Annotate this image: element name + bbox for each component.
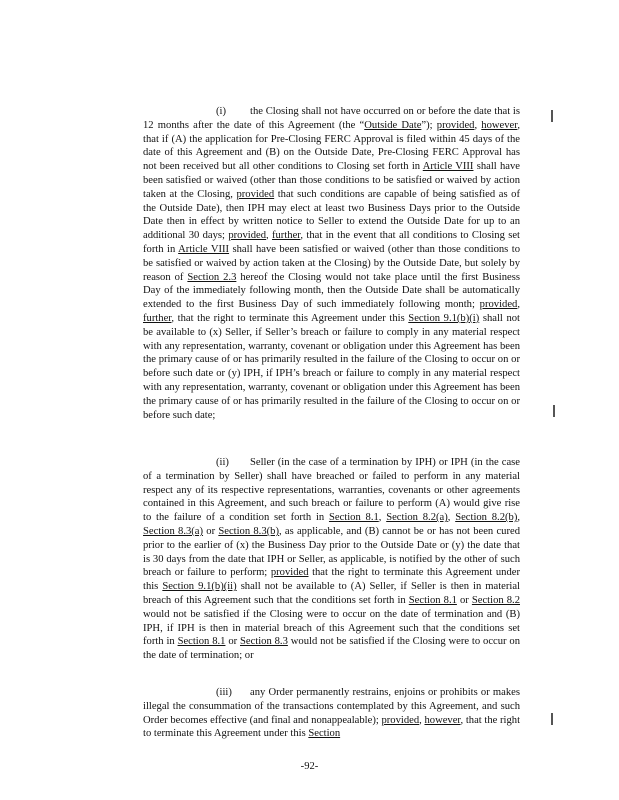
margin-mark	[553, 405, 555, 417]
cross-reference: Section 2.3	[187, 271, 237, 283]
text-run: shall have been satisfied or waived (other than those conditions to be satisfied or waived by action taken at the Closing) by the Outside Date, but solely by reason of	[143, 243, 520, 283]
paragraph-i	[143, 105, 520, 422]
text-run: hereof the Closing would not take place until the first Business Day of the immediately following month, then the Outside Date shall be automatically extended to the first Business Day of such immediately following month;	[143, 271, 520, 311]
cross-reference: Section 8.1	[328, 512, 379, 524]
emphasis-term: provided	[436, 119, 475, 131]
cross-reference: Section 8.3(a)	[143, 525, 204, 537]
cross-reference: Section 8.1	[408, 594, 457, 606]
text-run: shall have been satisfied or waived (other than those conditions to be satisfied or waived by action taken at the Closing,	[143, 161, 520, 200]
clause-label: (i)	[216, 106, 226, 117]
cross-reference: Section 9.1(b)(ii)	[162, 581, 237, 593]
paragraph-iii	[143, 686, 520, 741]
paragraph-ii	[143, 456, 520, 663]
margin-mark	[551, 713, 553, 725]
text-run: the Closing shall not have occurred on or before the date that is 12 months after the date of this Agreement (the “	[143, 106, 520, 131]
text-run: , as applicable, and (B) cannot be or has not been cured prior to the earlier of (x) the Business Day prior to the Outside Date or (y) the date that is 30 days from the date that IPH or Seller, as applicable, is notified by the other of such breach or failure to perform;	[143, 525, 520, 579]
cross-reference: Section 8.3	[240, 636, 288, 648]
cross-reference: Article VIII	[178, 243, 230, 255]
emphasis-term: further	[143, 312, 172, 324]
emphasis-term: provided	[228, 230, 266, 242]
cross-reference: Section 8.2	[471, 594, 520, 606]
text-run: ,	[474, 119, 482, 131]
text-run: , that in the event that all conditions to Closing set forth in	[143, 230, 520, 255]
cross-reference: Section 9.1(b)(i)	[408, 312, 480, 324]
text-run: or	[456, 594, 472, 606]
cross-reference: Section 8.2(b)	[455, 512, 518, 524]
text-run: shall not be available to (x) Seller, if Seller’s breach or failure to comply in any material respect with any representation, warranty, covenant or obligation under this Agreement has been the primary cause of or has primarily resulted in the failure of the Closing to occur on or before such date or (y) IPH, if IPH’s breach or failure to comply in any material respect with any representation, warranty, covenant or obligation under this Agreement has been the primary cause of or has primarily resulted in the failure of the Closing to occur on or before such date;	[143, 312, 520, 421]
text-run: would not be satisfied if the Closing were to occur on the date of termination; or	[143, 636, 521, 662]
clause-label: (iii)	[216, 687, 232, 698]
emphasis-term: however	[424, 714, 461, 726]
emphasis-term: provided	[270, 567, 309, 579]
text-run: any Order permanently restrains, enjoins or prohibits or makes illegal the consummation of the transactions contemplated by this Agreement, and such Order becomes effective (and final and nonappealable);	[143, 687, 520, 726]
text-run: ,	[517, 512, 521, 524]
text-run: shall not be available to (A) Seller, if Seller is then in material breach of this Agreement such that the conditions set forth in	[143, 581, 520, 606]
emphasis-term: provided	[479, 299, 518, 311]
defined-term: Outside Date	[364, 119, 422, 131]
clause-label: (ii)	[216, 457, 229, 468]
text-run: ,	[266, 230, 272, 242]
text-run: ,	[447, 512, 456, 524]
cross-reference: Section 8.3(b)	[218, 525, 279, 537]
text-run: that such conditions are capable of being satisfied as of the Outside Date), then IPH may elect at least two Business Days prior to the Outside Date then in effect by written notice to Seller to extend the Outside Date for up to an additional 30 days;	[143, 188, 520, 242]
emphasis-term: further	[271, 230, 301, 242]
text-run: ,	[517, 299, 520, 311]
cross-reference: Section 8.2(a)	[386, 512, 448, 524]
text-run: Seller (in the case of a termination by IPH) or IPH (in the case of a termination by Seller) shall have breached or failed to perform in any material respect any of its respective representations, warranties, covenants or other agreements contained in this Agreement, and such breach or failure to perform (A) would give rise to the failure of a condition set forth in	[143, 457, 520, 524]
text-run: , that if (A) the application for Pre-Closing FERC Approval is filed within 45 days of the date of this Agreement and (B) on the Outside Date, Pre-Closing FERC Approval has not been received but all other conditions to Closing set forth in	[143, 119, 521, 173]
cross-reference: Section	[308, 728, 341, 740]
text-run: ,	[378, 512, 387, 524]
emphasis-term: however	[481, 119, 518, 131]
cross-reference: Section 8.1	[177, 636, 226, 648]
emphasis-term: provided	[236, 188, 275, 200]
page-number: -92-	[300, 761, 319, 772]
cross-reference: Article VIII	[422, 161, 474, 173]
emphasis-term: provided	[381, 714, 420, 726]
text-run: that the right to terminate this Agreement under this	[143, 567, 520, 593]
text-run: , that the right to terminate this Agreement under this	[171, 312, 409, 324]
text-run: or	[203, 525, 219, 537]
margin-mark	[551, 110, 553, 122]
text-run: or	[225, 636, 240, 648]
text-run: ”);	[421, 119, 437, 131]
text-run: ,	[419, 714, 425, 726]
text-run: would not be satisfied if the Closing were to occur on the date of termination and (B) IPH, if IPH is then in material breach of this Agreement such that the conditions set forth in	[143, 608, 520, 648]
text-run: , that the right to terminate this Agreement under this	[143, 714, 521, 740]
